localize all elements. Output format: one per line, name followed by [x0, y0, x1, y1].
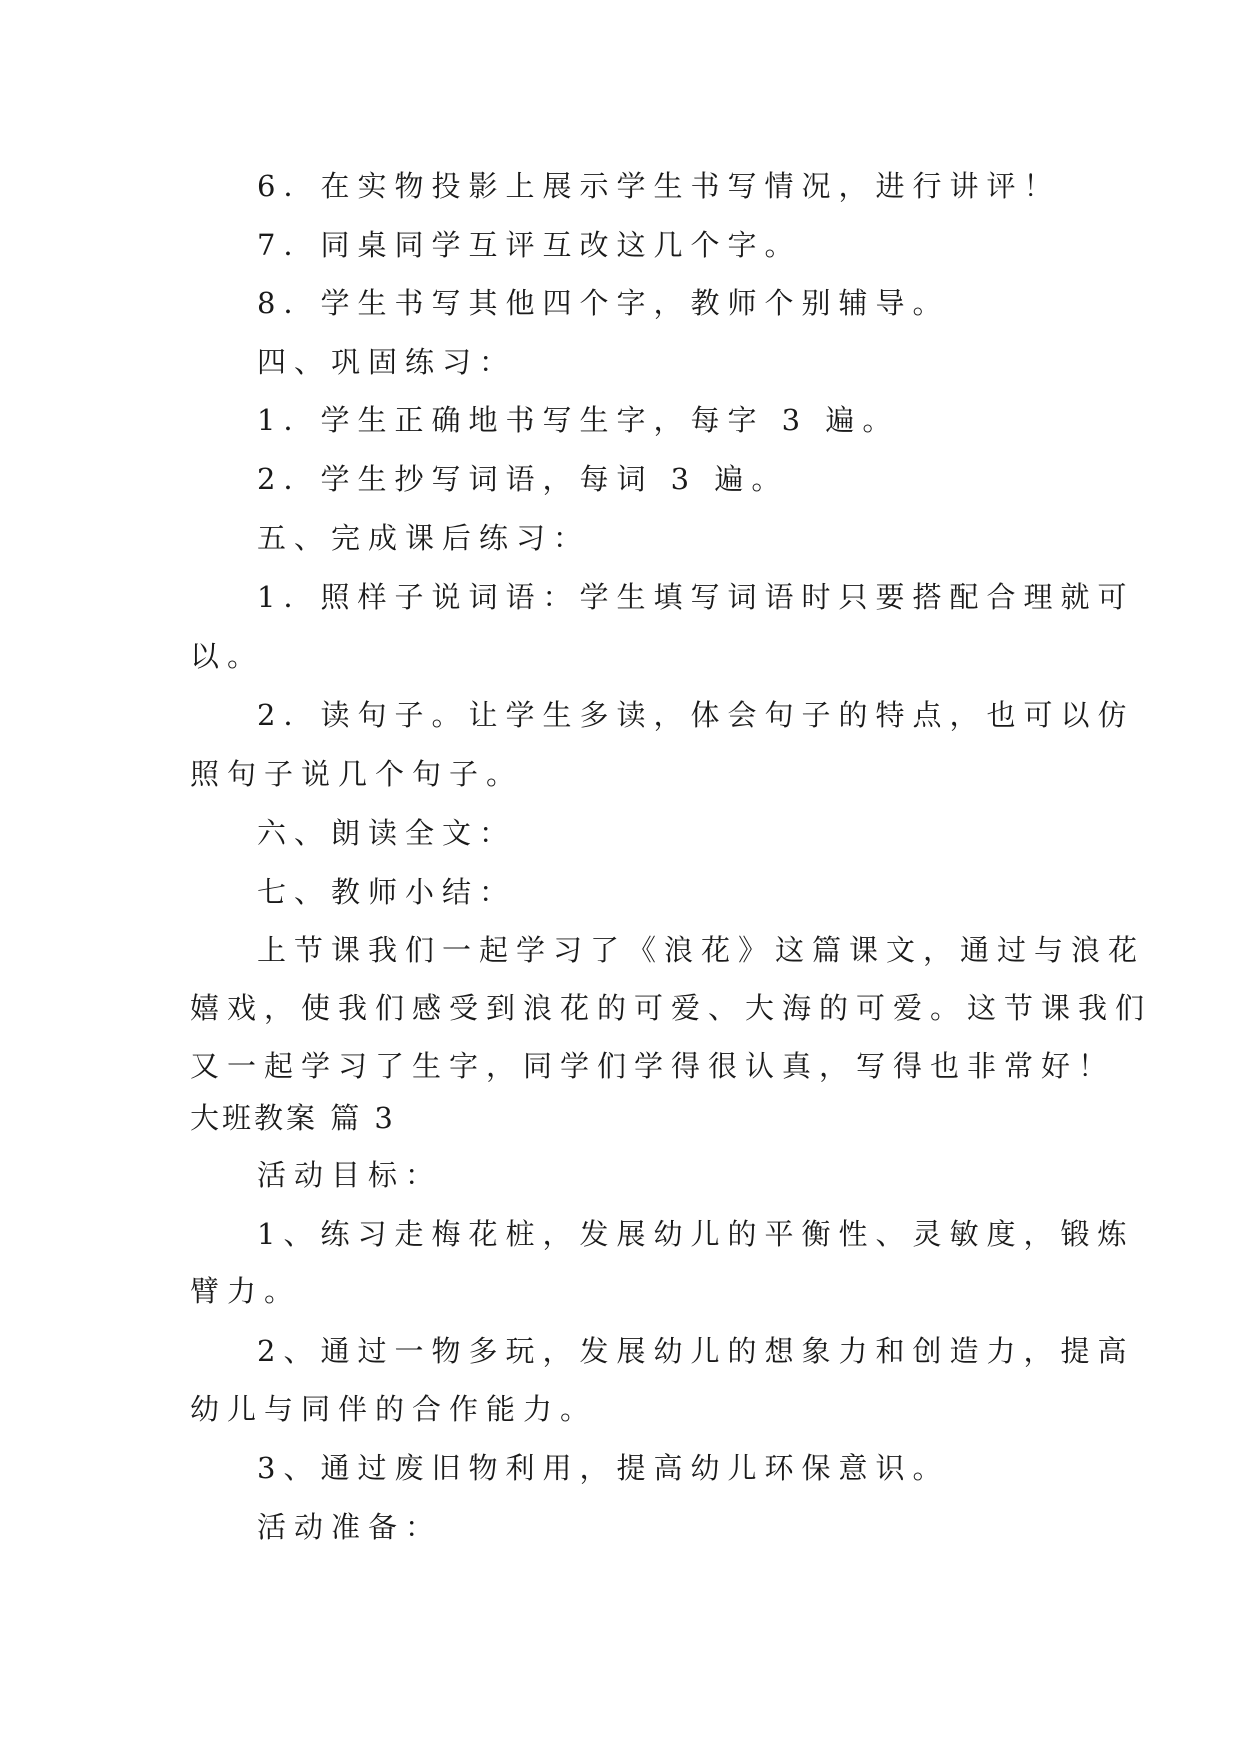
paragraph-line: 8．学生书写其他四个字，教师个别辅导。: [257, 286, 950, 320]
paragraph-line: 7．同桌同学互评互改这几个字。: [257, 228, 802, 262]
paragraph-line: 1．照样子说词语：学生填写词语时只要搭配合理就可: [257, 580, 1135, 614]
paragraph-line: 6．在实物投影上展示学生书写情况，进行讲评！: [257, 169, 1061, 203]
paragraph-line: 1．学生正确地书写生字，每字 3 遍。: [257, 403, 900, 437]
paragraph-line: 照句子说几个句子。: [190, 757, 524, 791]
section-heading: 活动准备：: [257, 1510, 443, 1544]
paragraph-line: 上节课我们一起学习了《浪花》这篇课文，通过与浪花: [257, 933, 1146, 967]
paragraph-line: 以。: [190, 639, 265, 673]
paragraph-line: 幼儿与同伴的合作能力。: [190, 1392, 598, 1426]
paragraph-line: 3、通过废旧物利用，提高幼儿环保意识。: [257, 1451, 950, 1485]
paragraph-line: 2、通过一物多玩，发展幼儿的想象力和创造力，提高: [257, 1334, 1135, 1368]
paragraph-line: 嬉戏，使我们感受到浪花的可爱、大海的可爱。这节课我们: [190, 991, 1153, 1025]
section-heading: 五、完成课后练习：: [257, 521, 591, 555]
paragraph-line: 2．读句子。让学生多读，体会句子的特点，也可以仿: [257, 698, 1135, 732]
paragraph-line: 又一起学习了生字，同学们学得很认真，写得也非常好！: [190, 1049, 1116, 1083]
section-heading: 七、教师小结：: [257, 875, 517, 909]
section-heading: 活动目标：: [257, 1158, 443, 1192]
section-heading: 六、朗读全文：: [257, 816, 517, 850]
paragraph-line: 臂力。: [190, 1274, 302, 1308]
article-title: 大班教案 篇 3: [190, 1101, 396, 1135]
paragraph-line: 2．学生抄写词语，每词 3 遍。: [257, 462, 789, 496]
paragraph-line: 1、练习走梅花桩，发展幼儿的平衡性、灵敏度，锻炼: [257, 1217, 1135, 1251]
section-heading: 四、巩固练习：: [257, 345, 517, 379]
